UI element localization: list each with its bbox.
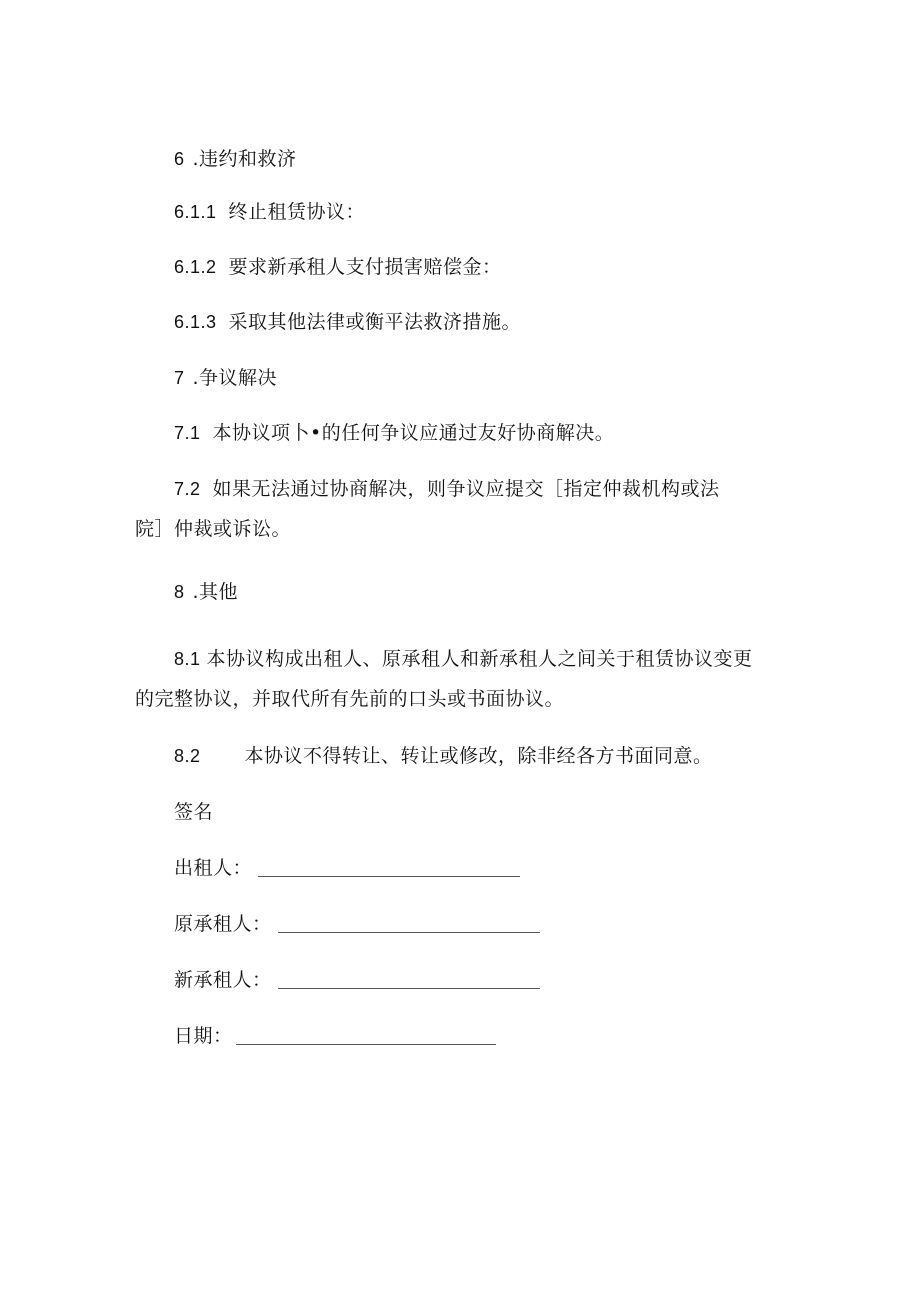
clause-text: 如果无法通过协商解决，则争议应提交［指定仲裁机构或法	[212, 478, 720, 500]
section-6-heading	[174, 147, 297, 171]
clause-text-continued: 院］仲裁或诉讼。	[135, 518, 292, 540]
section-title: .违约和救济	[192, 148, 297, 170]
original-lessee-label: 原承租人：	[174, 913, 272, 935]
clause-6-1-1	[174, 200, 365, 224]
section-number: 8	[174, 582, 185, 602]
new-lessee-signature-line[interactable]	[278, 988, 540, 989]
clause-text: 本协议构成出租人、原承租人和新承租人之间关于租赁协议变更	[206, 648, 753, 670]
clause-text: 终止租赁协议：	[228, 201, 366, 223]
lessor-label: 出租人：	[174, 857, 253, 879]
clause-text: 本协议项卜•的任何争议应通过友好协商解决。	[212, 422, 615, 444]
signature-heading: 签名	[174, 801, 214, 823]
clause-number: 7.1	[174, 423, 201, 443]
clause-6-1-3	[174, 310, 521, 334]
date-label: 日期：	[174, 1025, 233, 1047]
clause-7-2-line1	[174, 477, 720, 501]
section-number: 7	[174, 368, 185, 388]
clause-7-1	[174, 421, 614, 445]
clause-text: 采取其他法律或衡平法救济措施。	[228, 311, 522, 333]
clause-8-2	[174, 744, 713, 768]
clause-number: 6.1.3	[174, 312, 217, 332]
section-number: 6	[174, 149, 185, 169]
section-title: .争议解决	[192, 367, 278, 389]
section-8-heading	[174, 580, 238, 604]
clause-8-1-line2	[135, 687, 564, 711]
lessor-signature-line[interactable]	[258, 876, 520, 877]
original-lessee-signature-line[interactable]	[278, 932, 540, 933]
new-lessee-label: 新承租人：	[174, 969, 272, 991]
section-7-heading	[174, 366, 277, 390]
clause-6-1-2	[174, 255, 502, 279]
clause-7-2-line2	[135, 517, 291, 541]
date-signature-line[interactable]	[236, 1044, 496, 1045]
clause-number: 8.1	[174, 649, 201, 669]
clause-number: 8.2	[174, 746, 201, 766]
clause-8-1-line1	[174, 647, 753, 671]
clause-text-continued: 的完整协议，并取代所有先前的口头或书面协议。	[135, 688, 565, 710]
clause-number: 6.1.1	[174, 202, 217, 222]
clause-text: 本协议不得转让、转让或修改，除非经各方书面同意。	[244, 745, 713, 767]
clause-text: 要求新承租人支付损害赔偿金：	[228, 256, 502, 278]
clause-number: 6.1.2	[174, 257, 217, 277]
clause-number: 7.2	[174, 479, 201, 499]
section-title: .其他	[192, 581, 239, 603]
